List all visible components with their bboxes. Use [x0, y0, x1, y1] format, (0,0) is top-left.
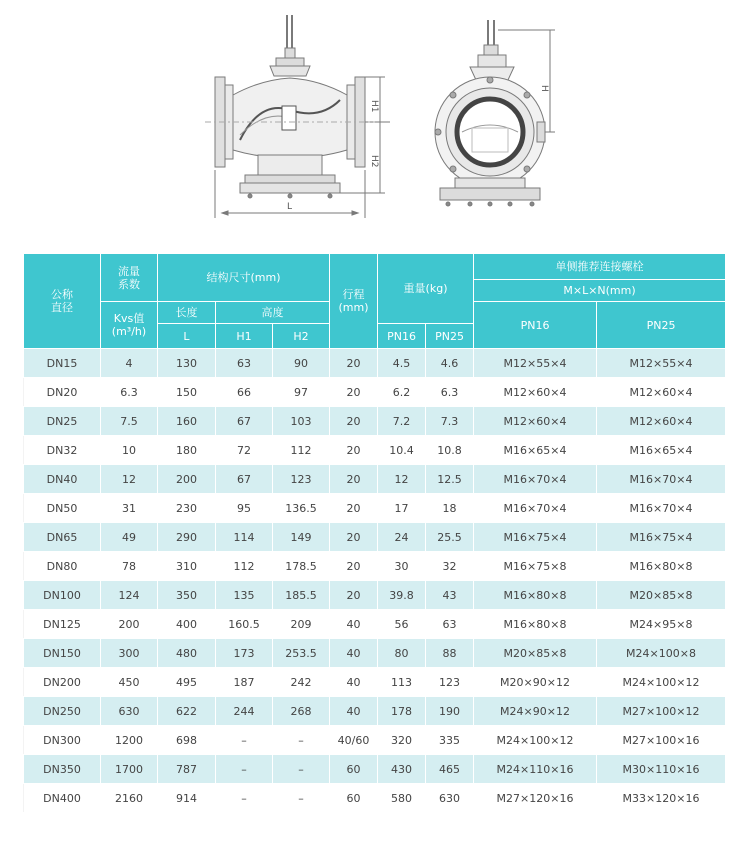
cell-weight-pn25: 32	[426, 552, 474, 581]
cell-h1: 72	[216, 436, 273, 465]
cell-l: 622	[158, 697, 216, 726]
cell-weight-pn25: 10.8	[426, 436, 474, 465]
header-height: 高度	[216, 302, 330, 324]
table-row	[24, 639, 726, 668]
cell-kvs: 630	[101, 697, 158, 726]
front-view	[205, 15, 390, 218]
table-row	[24, 436, 726, 465]
table-row	[24, 465, 726, 494]
cell-h2: –	[273, 784, 330, 813]
cell-l: 290	[158, 523, 216, 552]
label-l: L	[287, 202, 293, 212]
cell-h1: –	[216, 784, 273, 813]
cell-weight-pn16: 430	[378, 755, 426, 784]
cell-bolt-pn25: M24×100×8	[597, 639, 726, 668]
cell-dn: DN300	[24, 726, 101, 755]
cell-kvs: 300	[101, 639, 158, 668]
cell-bolt-pn25: M27×100×12	[597, 697, 726, 726]
cell-l: 495	[158, 668, 216, 697]
cell-kvs: 12	[101, 465, 158, 494]
cell-weight-pn25: 4.6	[426, 349, 474, 378]
cell-bolt-pn16: M16×80×8	[474, 581, 597, 610]
cell-dn: DN200	[24, 668, 101, 697]
table-row	[24, 407, 726, 436]
cell-kvs: 7.5	[101, 407, 158, 436]
cell-h2: 123	[273, 465, 330, 494]
label-h: H	[539, 85, 549, 92]
cell-l: 230	[158, 494, 216, 523]
table-row	[24, 726, 726, 755]
cell-stroke: 20	[330, 552, 378, 581]
cell-bolt-pn16: M20×90×12	[474, 668, 597, 697]
cell-bolt-pn16: M27×120×16	[474, 784, 597, 813]
cell-bolt-pn25: M16×70×4	[597, 494, 726, 523]
cell-weight-pn25: 7.3	[426, 407, 474, 436]
cell-weight-pn25: 18	[426, 494, 474, 523]
cell-bolt-pn16: M12×60×4	[474, 407, 597, 436]
cell-weight-pn16: 80	[378, 639, 426, 668]
cell-h2: 253.5	[273, 639, 330, 668]
cell-kvs: 6.3	[101, 378, 158, 407]
cell-h1: 187	[216, 668, 273, 697]
cell-h2: 149	[273, 523, 330, 552]
cell-h1: –	[216, 726, 273, 755]
cell-kvs: 78	[101, 552, 158, 581]
cell-stroke: 60	[330, 784, 378, 813]
header-nominal-diameter: 公称直径	[24, 254, 101, 349]
cell-bolt-pn25: M12×60×4	[597, 378, 726, 407]
cell-bolt-pn25: M27×100×16	[597, 726, 726, 755]
table-row	[24, 784, 726, 813]
cell-h1: 112	[216, 552, 273, 581]
cell-dn: DN350	[24, 755, 101, 784]
cell-stroke: 20	[330, 494, 378, 523]
header-flow-coefficient: 流量系数	[101, 254, 158, 302]
cell-stroke: 20	[330, 523, 378, 552]
cell-stroke: 20	[330, 378, 378, 407]
cell-bolt-pn16: M16×70×4	[474, 494, 597, 523]
cell-h1: 114	[216, 523, 273, 552]
cell-stroke: 20	[330, 581, 378, 610]
table-row	[24, 581, 726, 610]
header-h1: H1	[216, 324, 273, 349]
cell-bolt-pn16: M16×80×8	[474, 610, 597, 639]
header-stroke: 行程 (mm)	[330, 254, 378, 349]
cell-h1: 173	[216, 639, 273, 668]
cell-weight-pn16: 56	[378, 610, 426, 639]
header-bolts: 单侧推荐连接螺栓	[474, 254, 726, 280]
cell-h2: –	[273, 755, 330, 784]
cell-kvs: 31	[101, 494, 158, 523]
cell-dn: DN100	[24, 581, 101, 610]
cell-bolt-pn16: M24×90×12	[474, 697, 597, 726]
cell-kvs: 4	[101, 349, 158, 378]
cell-bolt-pn25: M16×65×4	[597, 436, 726, 465]
cell-h2: 268	[273, 697, 330, 726]
header-bolts-pn25: PN25	[597, 302, 726, 349]
cell-weight-pn16: 580	[378, 784, 426, 813]
cell-h1: 95	[216, 494, 273, 523]
cell-h2: 97	[273, 378, 330, 407]
table-row	[24, 552, 726, 581]
cell-bolt-pn25: M33×120×16	[597, 784, 726, 813]
cell-dn: DN40	[24, 465, 101, 494]
cell-bolt-pn16: M20×85×8	[474, 639, 597, 668]
table-row	[24, 668, 726, 697]
cell-bolt-pn25: M16×75×4	[597, 523, 726, 552]
cell-weight-pn16: 7.2	[378, 407, 426, 436]
cell-bolt-pn16: M16×75×4	[474, 523, 597, 552]
header-bolts-pn16: PN16	[474, 302, 597, 349]
cell-kvs: 1700	[101, 755, 158, 784]
cell-bolt-pn25: M12×60×4	[597, 407, 726, 436]
cell-dn: DN65	[24, 523, 101, 552]
cell-h2: 103	[273, 407, 330, 436]
cell-h1: 63	[216, 349, 273, 378]
cell-stroke: 40/60	[330, 726, 378, 755]
table-row	[24, 494, 726, 523]
cell-dn: DN80	[24, 552, 101, 581]
header-structure-size: 结构尺寸(mm)	[158, 254, 330, 302]
cell-weight-pn25: 465	[426, 755, 474, 784]
cell-h2: 242	[273, 668, 330, 697]
cell-weight-pn16: 10.4	[378, 436, 426, 465]
cell-l: 914	[158, 784, 216, 813]
header-bolts-formula: M×L×N(mm)	[474, 280, 726, 302]
cell-weight-pn25: 25.5	[426, 523, 474, 552]
cell-weight-pn16: 39.8	[378, 581, 426, 610]
cell-weight-pn16: 30	[378, 552, 426, 581]
cell-dn: DN250	[24, 697, 101, 726]
table-row	[24, 378, 726, 407]
cell-weight-pn16: 113	[378, 668, 426, 697]
cell-bolt-pn25: M20×85×8	[597, 581, 726, 610]
cell-h2: 209	[273, 610, 330, 639]
cell-l: 200	[158, 465, 216, 494]
cell-bolt-pn25: M24×100×12	[597, 668, 726, 697]
cell-bolt-pn16: M12×60×4	[474, 378, 597, 407]
cell-stroke: 40	[330, 668, 378, 697]
cell-stroke: 20	[330, 349, 378, 378]
cell-l: 310	[158, 552, 216, 581]
cell-l: 350	[158, 581, 216, 610]
cell-h1: 66	[216, 378, 273, 407]
cell-bolt-pn25: M16×70×4	[597, 465, 726, 494]
cell-kvs: 450	[101, 668, 158, 697]
cell-kvs: 1200	[101, 726, 158, 755]
cell-stroke: 20	[330, 465, 378, 494]
cell-l: 150	[158, 378, 216, 407]
table-row	[24, 610, 726, 639]
cell-h2: 112	[273, 436, 330, 465]
valve-spec-table	[23, 253, 726, 813]
cell-weight-pn25: 6.3	[426, 378, 474, 407]
header-length: 长度	[158, 302, 216, 324]
cell-l: 180	[158, 436, 216, 465]
cell-h2: –	[273, 726, 330, 755]
cell-l: 130	[158, 349, 216, 378]
cell-h2: 178.5	[273, 552, 330, 581]
header-h2: H2	[273, 324, 330, 349]
cell-h1: 244	[216, 697, 273, 726]
cell-stroke: 20	[330, 436, 378, 465]
cell-bolt-pn16: M16×65×4	[474, 436, 597, 465]
cell-weight-pn16: 12	[378, 465, 426, 494]
cell-stroke: 20	[330, 407, 378, 436]
header-weight: 重量(kg)	[378, 254, 474, 324]
cell-l: 160	[158, 407, 216, 436]
cell-bolt-pn16: M12×55×4	[474, 349, 597, 378]
spec-table-body	[24, 349, 726, 813]
cell-bolt-pn25: M12×55×4	[597, 349, 726, 378]
cell-weight-pn16: 24	[378, 523, 426, 552]
cell-bolt-pn16: M24×100×12	[474, 726, 597, 755]
cell-dn: DN15	[24, 349, 101, 378]
table-row	[24, 697, 726, 726]
side-view	[435, 20, 555, 206]
cell-l: 400	[158, 610, 216, 639]
cell-dn: DN20	[24, 378, 101, 407]
cell-weight-pn25: 63	[426, 610, 474, 639]
cell-h1: 67	[216, 465, 273, 494]
cell-kvs: 49	[101, 523, 158, 552]
cell-l: 787	[158, 755, 216, 784]
cell-stroke: 40	[330, 610, 378, 639]
header-weight-pn25: PN25	[426, 324, 474, 349]
cell-h2: 90	[273, 349, 330, 378]
cell-stroke: 40	[330, 639, 378, 668]
valve-drawing-svg	[0, 0, 750, 250]
label-h2: H2	[369, 155, 379, 168]
cell-weight-pn16: 178	[378, 697, 426, 726]
label-h1: H1	[369, 100, 379, 113]
header-weight-pn16: PN16	[378, 324, 426, 349]
cell-kvs: 124	[101, 581, 158, 610]
cell-bolt-pn16: M16×70×4	[474, 465, 597, 494]
cell-l: 480	[158, 639, 216, 668]
cell-dn: DN50	[24, 494, 101, 523]
cell-weight-pn25: 123	[426, 668, 474, 697]
table-row	[24, 523, 726, 552]
cell-bolt-pn25: M16×80×8	[597, 552, 726, 581]
cell-h2: 136.5	[273, 494, 330, 523]
cell-dn: DN125	[24, 610, 101, 639]
table-row	[24, 755, 726, 784]
cell-h2: 185.5	[273, 581, 330, 610]
cell-weight-pn25: 335	[426, 726, 474, 755]
cell-kvs: 10	[101, 436, 158, 465]
cell-bolt-pn16: M16×75×8	[474, 552, 597, 581]
header-l: L	[158, 324, 216, 349]
cell-h1: 135	[216, 581, 273, 610]
cell-dn: DN400	[24, 784, 101, 813]
cell-weight-pn16: 320	[378, 726, 426, 755]
cell-bolt-pn25: M24×95×8	[597, 610, 726, 639]
cell-dn: DN25	[24, 407, 101, 436]
cell-dn: DN32	[24, 436, 101, 465]
cell-bolt-pn25: M30×110×16	[597, 755, 726, 784]
cell-weight-pn25: 43	[426, 581, 474, 610]
header-kvs: Kvs值 (m³/h)	[101, 302, 158, 349]
cell-weight-pn25: 12.5	[426, 465, 474, 494]
cell-bolt-pn16: M24×110×16	[474, 755, 597, 784]
cell-h1: 160.5	[216, 610, 273, 639]
cell-h1: 67	[216, 407, 273, 436]
cell-kvs: 200	[101, 610, 158, 639]
cell-l: 698	[158, 726, 216, 755]
cell-weight-pn16: 6.2	[378, 378, 426, 407]
cell-kvs: 2160	[101, 784, 158, 813]
table-row	[24, 349, 726, 378]
cell-weight-pn25: 630	[426, 784, 474, 813]
cell-dn: DN150	[24, 639, 101, 668]
valve-technical-drawing	[0, 0, 750, 250]
cell-stroke: 60	[330, 755, 378, 784]
cell-weight-pn25: 190	[426, 697, 474, 726]
cell-weight-pn16: 17	[378, 494, 426, 523]
cell-h1: –	[216, 755, 273, 784]
cell-stroke: 40	[330, 697, 378, 726]
cell-weight-pn25: 88	[426, 639, 474, 668]
cell-weight-pn16: 4.5	[378, 349, 426, 378]
